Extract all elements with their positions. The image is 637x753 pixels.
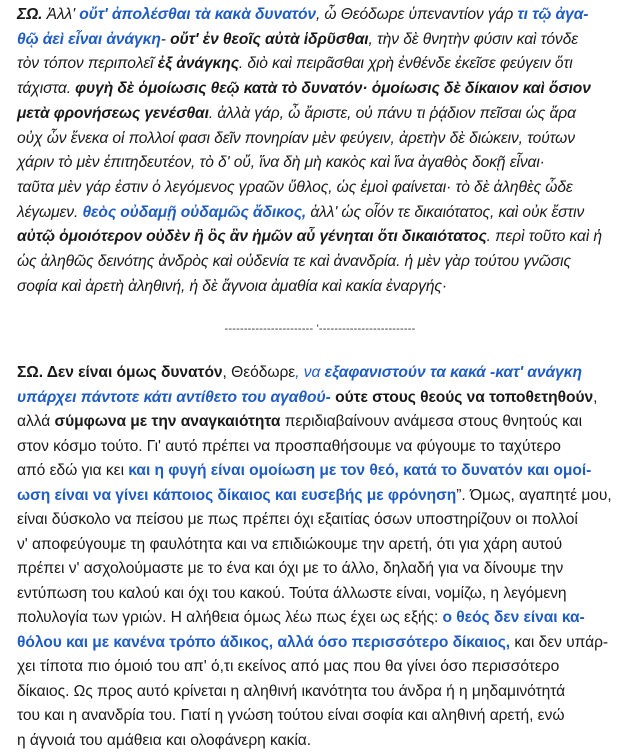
- text-line: [17, 386, 623, 411]
- highlighted-phrase: ωση είναι να γίνει κάποιος δίκαιος και ευσεβής με φρόνηση: [17, 486, 457, 504]
- text-line: [17, 582, 623, 607]
- text-run: ταῦτα μὲν γάρ ἐστιν ὁ λεγόμενος γραῶν ὕθλος, ὡς ἐμοὶ φαίνεται· τὸ δὲ ἀληθὲς ὧδε: [17, 178, 573, 196]
- text-run: εντύπωση του καλού και όχι του κακού. Τούτα άλλωστε είναι, νομίζω, η λεγόμενη: [17, 584, 567, 602]
- text-line: [17, 680, 623, 705]
- text-line: [17, 361, 623, 386]
- text-run: χάριν τὸ μὲν ἐπιτηδευτέον, τὸ δ' οὔ, ἵνα δὴ μὴ κακὸς καὶ ἵνα ἀγαθὸς δοκῇ εἶναι·: [17, 154, 545, 172]
- text-run: ”. Όμως, αγαπητέ μου,: [456, 486, 612, 504]
- highlighted-phrase: θεὸς οὐδαμῇ οὐδαμῶς ἄδικος,: [82, 203, 307, 221]
- text-run: -: [160, 30, 171, 48]
- text-run: . περὶ τοῦτο καὶ ἡ: [486, 228, 602, 246]
- text-line: [17, 275, 623, 300]
- text-line: [17, 410, 623, 435]
- text-run: . διὸ καὶ πειρᾶσθαι χρὴ ἐνθένδε ἐκεῖσε φεύγειν ὅτι: [238, 55, 573, 73]
- text-line: [17, 52, 623, 77]
- text-line: [17, 225, 623, 250]
- text-run: ν' αποφεύγουμε τη φαυλότητα και να επιδιώκουμε την αρετή, ότι για χάρη αυτού: [17, 535, 563, 553]
- highlighted-phrase: εξαφανιστούν τα κακά -κατ' ανάγκη: [324, 364, 582, 382]
- highlighted-phrase: ο θεός δεν είναι κα-: [442, 609, 585, 627]
- text-line: [17, 459, 623, 484]
- text-line: [17, 151, 623, 176]
- bold-phrase: μετὰ φρονήσεως γενέσθαι: [17, 104, 209, 122]
- text-run: δίκαιος. Ως προς αυτό κρίνεται η αληθινή ικανότητα του άνδρα ή η μηδαμινότητά: [17, 682, 566, 700]
- text-run: ὡς ἀληθῶς δεινότης ἀνδρὸς καὶ οὐδενία τε καὶ ἀνανδρία. ἡ μὲν γὰρ τούτου γνῶσις: [17, 253, 571, 271]
- bold-phrase: ἐξ ἀνάγκης: [157, 55, 239, 73]
- text-line: [17, 606, 623, 631]
- bold-phrase: ούτε στους θεούς να τοποθετηθούν: [330, 388, 594, 406]
- highlighted-phrase: , να: [295, 364, 325, 382]
- text-line: [17, 533, 623, 558]
- highlighted-phrase: θῷ ἀεὶ εἶναι ἀνάγκη: [17, 30, 161, 48]
- text-line: [17, 631, 623, 656]
- text-line: [17, 704, 623, 729]
- text-line: [17, 435, 623, 460]
- text-line: [17, 484, 623, 509]
- text-run: χει τίποτα πιο όμοιό του απ' ό,τι εκείνος από μας που θα γίνει όσο περισσότερο: [17, 658, 560, 676]
- text-line: [17, 508, 623, 533]
- bold-phrase: σύμφωνα με την αναγκαιότητα: [54, 413, 281, 431]
- document-body: [17, 3, 623, 753]
- bold-phrase: ΣΩ. Δεν είναι όμως δυνατόν: [17, 364, 223, 382]
- text-run: . ἀλλὰ γάρ, ὦ ἄριστε, οὐ πάνυ τι ῥᾴδιον πεῖσαι ὡς ἄρα: [208, 104, 576, 122]
- text-line: [17, 729, 623, 753]
- text-run: πολυλογία των γριών. Η αλήθεια όμως λέω πως έχει ως εξής:: [17, 609, 443, 627]
- text-line: [17, 176, 623, 201]
- text-line: [17, 127, 623, 152]
- text-run: λέγωμεν.: [17, 203, 83, 221]
- text-run: είναι δύσκολο να πείσου με πως πρέπει όχι εξαιτίας όσων υποστηρίζουν οι πολλοί: [17, 511, 578, 529]
- bold-phrase: αὐτῷ ὁμοιότερον οὐδὲν ἢ ὃς ἂν ἡμῶν αὖ γένηται ὅτι δικαιότατος: [17, 228, 487, 246]
- text-run: οὐχ ὧν ἕνεκα οἱ πολλοί φασι δεῖν πονηρίαν μὲν φεύγειν, ἀρετὴν δὲ διώκειν, τούτων: [17, 129, 575, 147]
- text-run: , ὦ Θεόδωρε ὑπεναντίον γάρ: [315, 6, 518, 23]
- text-run: , τὴν δὲ θνητὴν φύσιν καὶ τόνδε: [368, 30, 578, 48]
- text-line: [17, 28, 623, 53]
- text-run: και δεν υπάρ-: [510, 633, 609, 651]
- text-line: [17, 201, 623, 226]
- text-line: [17, 102, 623, 127]
- text-line: [17, 655, 623, 680]
- text-run: πρέπει ν' ασχολούμαστε με το ένα και όχι με το άλλο, δηλαδή για να δίνουμε την: [17, 560, 564, 578]
- text-run: του και η ανανδρία του. Γιατί η γνώση τούτου είναι σοφία και αληθινή αρετή, ενώ: [17, 707, 565, 725]
- highlighted-phrase: θόλου και με κανένα τρόπο άδικος, αλλά όσο περισσότερο δίκαιος,: [17, 633, 511, 651]
- text-line: [17, 250, 623, 275]
- highlighted-phrase: και η φυγή είναι ομοίωση με τον θεό, κατά το δυνατόν και ομοί-: [128, 462, 592, 480]
- modern-greek-paragraph: [17, 361, 623, 753]
- text-line: [17, 77, 623, 102]
- text-run: από εδώ για κει: [17, 462, 129, 480]
- ancient-greek-paragraph: [17, 3, 623, 299]
- text-run: αλλά: [17, 413, 55, 431]
- text-run: σοφία καὶ ἀρετὴ ἀληθινή, ἡ δὲ ἄγνοια ἀμαθία καὶ κακία ἐναργής·: [17, 277, 447, 295]
- text-run: ,: [593, 388, 598, 406]
- text-run: Ἀλλ': [42, 6, 80, 23]
- highlighted-phrase: υπάρχει πάντοτε κάτι αντίθετο του αγαθού-: [17, 388, 331, 406]
- section-separator: ----------------------- '-------------------------: [224, 323, 416, 336]
- text-run: στον κόσμο τούτο. Γι' αυτό πρέπει να προσπαθήσουμε να φύγουμε το ταχύτερο: [17, 437, 561, 455]
- text-run: τάχιστα.: [17, 80, 76, 98]
- text-run: ἀλλ' ὡς οἷόν τε δικαιότατος, καὶ οὐκ ἔστιν: [306, 203, 585, 221]
- bold-phrase: φυγὴ δὲ ὁμοίωσις θεῷ κατὰ τὸ δυνατόν· ὁμοίωσις δὲ δίκαιον καὶ ὅσιον: [75, 80, 591, 98]
- text-line: [17, 557, 623, 582]
- text-run: περιδιαβαίνουν ανάμεσα στους θνητούς και: [280, 413, 583, 431]
- highlighted-phrase: οὔτ' ἀπολέσθαι τὰ κακὰ δυνατόν: [79, 6, 316, 23]
- bold-phrase: οὔτ' ἐν θεοῖς αὐτὰ ἱδρῦσθαι: [170, 30, 369, 48]
- text-line: [17, 3, 623, 28]
- text-run: η άγνοιά του αμάθεια και ολοφάνερη κακία.: [17, 731, 311, 749]
- bold-phrase: ΣΩ.: [17, 6, 43, 23]
- text-run: , Θεόδωρε: [222, 364, 296, 382]
- highlighted-phrase: τι τῷ ἀγα-: [517, 6, 589, 23]
- text-run: τὸν τόπον περιπολεῖ: [17, 55, 158, 73]
